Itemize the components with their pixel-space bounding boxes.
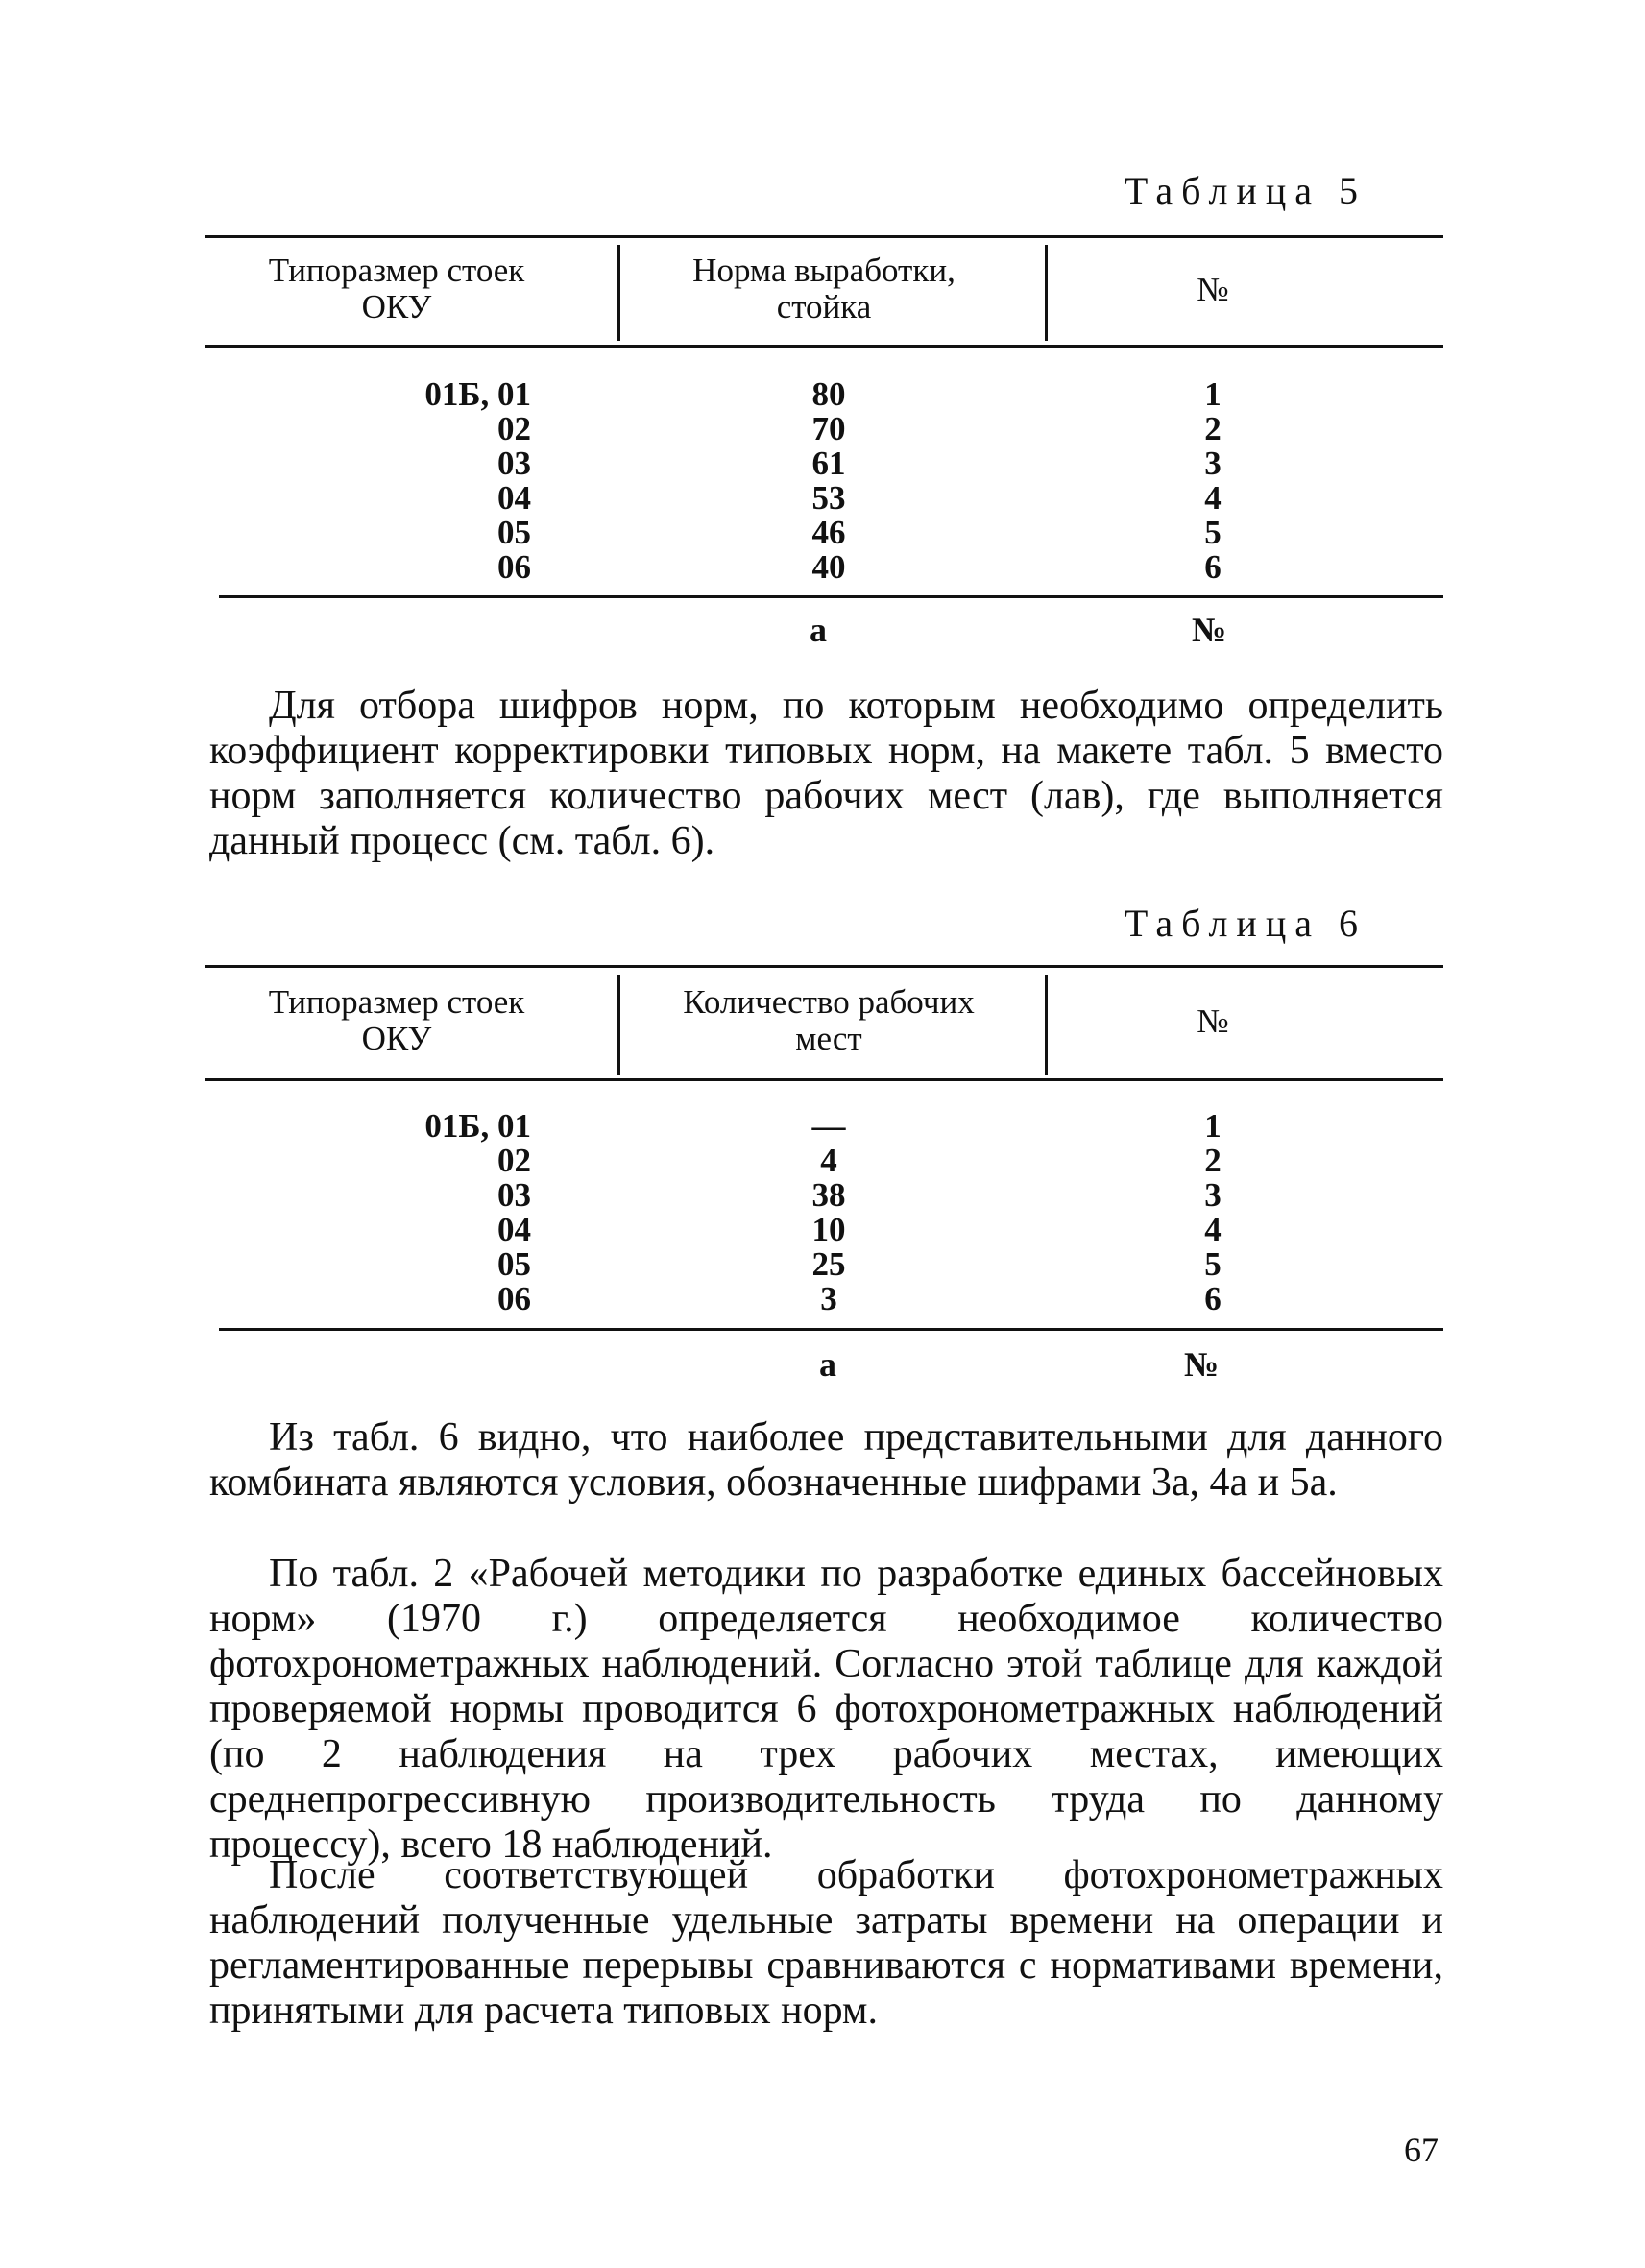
paragraph-table-selection: Для отбора шифров норм, по которым необходимо определить коэффициент корректировки типовых норм, на макете табл. 5 вместо норм заполняется количество рабочих мест (лав), где выполняется данный процесс (см. табл. 6).: [209, 684, 1443, 863]
table-cell: 02: [497, 410, 531, 447]
table5-footer-number: №: [1192, 611, 1227, 649]
table6-footer-a: а: [819, 1345, 836, 1384]
table5-footer-a: а: [810, 611, 827, 649]
table-cell: 04: [497, 479, 531, 517]
table5-divider-2: [1045, 245, 1048, 341]
table-cell: 6: [1204, 1280, 1222, 1317]
table-cell: 25: [811, 1245, 846, 1283]
table-cell: 38: [811, 1176, 846, 1214]
table6-col-size: [349, 1109, 531, 1316]
table6-header-rule: [205, 1078, 1443, 1081]
table-cell: 4: [820, 1142, 837, 1179]
table-cell: 46: [811, 514, 846, 551]
table-cell: 1: [1204, 375, 1222, 413]
table-cell: 6: [1204, 548, 1222, 586]
paragraph-comparison: После соответствующей обработки фотохронометражных наблюдений полученные удельные затраты времени на операции и регламентированные перерывы сравниваются с нормативами времени, принятыми для расчета типовых норм.: [209, 1853, 1443, 2033]
table5-caption: Таблица 5: [1124, 169, 1367, 212]
paragraph-methodology: По табл. 2 «Рабочей методики по разработке единых бассейновых норм» (1970 г.) определяется необходимое количество фотохронометражных наблюдений. Согласно этой таблице для каждой проверяемой нормы проводится 6 фотохронометражных наблюдений (по 2 наблюдения на трех рабочих местах, имеющих среднепрогрессивную производительность труда по данному процессу), всего 18 наблюдений.: [209, 1552, 1443, 1867]
table5-header-norm: Норма выработки, стойка: [692, 252, 956, 326]
table-cell: 06: [497, 1280, 531, 1317]
table-cell: 03: [497, 445, 531, 482]
table-cell: 4: [1204, 479, 1222, 517]
table-cell: 1: [1204, 1107, 1222, 1145]
table-cell: 2: [1204, 1142, 1222, 1179]
table-cell: 06: [497, 548, 531, 586]
table-cell: —: [811, 1107, 846, 1145]
table5-col-norm: [762, 377, 896, 585]
table6: [205, 965, 1443, 1383]
table5-header-size: Типоразмер стоек ОКУ: [268, 252, 525, 326]
table6-caption: Таблица 6: [1124, 902, 1367, 945]
table-cell: 70: [811, 410, 846, 447]
table-cell: 5: [1204, 1245, 1222, 1283]
table5-header-number: №: [1197, 271, 1229, 308]
table-cell: 01Б, 01: [424, 375, 531, 413]
table-cell: 53: [811, 479, 846, 517]
table5-top-rule: [205, 235, 1443, 238]
table6-col-workplaces: [762, 1109, 896, 1316]
table-cell: 80: [811, 375, 846, 413]
table-cell: 05: [497, 1245, 531, 1283]
table-cell: 5: [1204, 514, 1222, 551]
table6-footer-number: №: [1184, 1345, 1220, 1384]
table-cell: 3: [1204, 445, 1222, 482]
table6-col-number: [1184, 1109, 1242, 1316]
table6-divider-2: [1045, 975, 1048, 1075]
table-cell: 61: [811, 445, 846, 482]
table-cell: 3: [820, 1280, 837, 1317]
paragraph-representative-conditions: Из табл. 6 видно, что наиболее представительными для данного комбината являются условия, обозначенные шифрами 3а, 4а и 5а.: [209, 1415, 1443, 1505]
table6-header-number: №: [1197, 1002, 1229, 1040]
table-cell: 02: [497, 1142, 531, 1179]
table-cell: 4: [1204, 1211, 1222, 1248]
table-cell: 03: [497, 1176, 531, 1214]
table5-header-rule: [205, 345, 1443, 348]
table-cell: 04: [497, 1211, 531, 1248]
table-cell: 3: [1204, 1176, 1222, 1214]
table6-bottom-rule: [219, 1328, 1443, 1331]
table-cell: 10: [811, 1211, 846, 1248]
table-cell: 05: [497, 514, 531, 551]
table-cell: 01Б, 01: [424, 1107, 531, 1145]
table-cell: 40: [811, 548, 846, 586]
table6-divider-1: [617, 975, 620, 1075]
table6-header-workplaces: Количество рабочих мест: [683, 983, 975, 1057]
table5: [205, 235, 1443, 649]
table5-col-number: [1184, 377, 1242, 585]
table5-divider-1: [617, 245, 620, 341]
table5-col-size: [349, 377, 531, 585]
table6-top-rule: [205, 965, 1443, 968]
page-number: 67: [1404, 2131, 1439, 2169]
table6-header-size: Типоразмер стоек ОКУ: [268, 983, 525, 1057]
table-cell: 2: [1204, 410, 1222, 447]
table5-bottom-rule: [219, 595, 1443, 598]
